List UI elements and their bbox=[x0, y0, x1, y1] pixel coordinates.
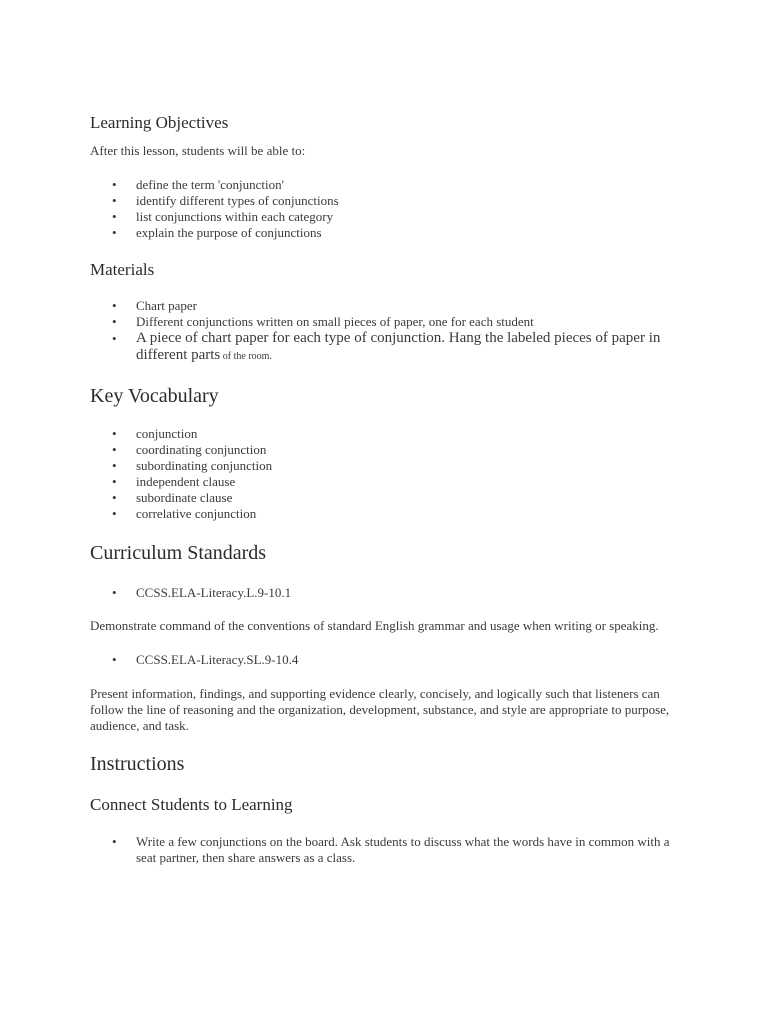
bullet-icon: • bbox=[112, 506, 117, 521]
key-vocabulary-heading: Key Vocabulary bbox=[90, 385, 219, 407]
list-item: • define the term 'conjunction' bbox=[112, 177, 284, 192]
list-item: • subordinating conjunction bbox=[112, 458, 273, 473]
bullet-icon: • bbox=[112, 652, 117, 667]
bullet-icon: • bbox=[112, 474, 117, 489]
instructions-heading: Instructions bbox=[90, 753, 185, 775]
list-item: • conjunction bbox=[112, 426, 198, 441]
bullet-icon: • bbox=[112, 585, 117, 600]
standard-2-description: Present information, findings, and supporting evidence clearly, concisely, and logically such that listeners can follow the line of reasoning and the organization, development, substance, and style are appropriate to purpose, audience, and task. bbox=[90, 686, 670, 733]
list-item: • correlative conjunction bbox=[112, 506, 257, 521]
list-item: • CCSS.ELA-Literacy.L.9-10.1 bbox=[112, 585, 292, 600]
bullet-icon: • bbox=[112, 331, 117, 346]
list-item: • coordinating conjunction bbox=[112, 442, 267, 457]
bullet-icon: • bbox=[112, 442, 117, 457]
bullet-icon: • bbox=[112, 426, 117, 441]
list-item: • CCSS.ELA-Literacy.SL.9-10.4 bbox=[112, 652, 299, 667]
list-item: • independent clause bbox=[112, 474, 236, 489]
bullet-icon: • bbox=[112, 314, 117, 329]
bullet-icon: • bbox=[112, 458, 117, 473]
learning-objectives-heading: Learning Objectives bbox=[90, 113, 229, 132]
materials-heading: Materials bbox=[90, 260, 155, 279]
standard-list-1 bbox=[90, 585, 690, 601]
standard-list-2 bbox=[90, 652, 690, 668]
list-item: • A piece of chart paper for each type of conjunction. Hang the labeled pieces of paper in different parts of the room. bbox=[112, 330, 661, 363]
list-item: • list conjunctions within each category bbox=[112, 209, 334, 224]
instructions-list bbox=[90, 834, 690, 866]
list-item: • explain the purpose of conjunctions bbox=[112, 225, 322, 240]
list-item: • Write a few conjunctions on the board. Ask students to discuss what the words have in common with a seat partner, then share answers as a class. bbox=[112, 834, 670, 865]
list-item: • subordinate clause bbox=[112, 490, 233, 505]
standard-1-description: Demonstrate command of the conventions of standard English grammar and usage when writing or speaking. bbox=[90, 618, 659, 633]
list-item: • identify different types of conjunctions bbox=[112, 193, 339, 208]
connect-students-subheading: Connect Students to Learning bbox=[90, 795, 293, 814]
bullet-icon: • bbox=[112, 225, 117, 240]
list-item: • Different conjunctions written on small pieces of paper, one for each student bbox=[112, 314, 534, 329]
bullet-icon: • bbox=[112, 298, 117, 313]
key-vocabulary-list bbox=[90, 426, 690, 522]
curriculum-standards-heading: Curriculum Standards bbox=[90, 542, 267, 564]
bullet-icon: • bbox=[112, 209, 117, 224]
materials-list bbox=[90, 298, 690, 365]
list-item: • Chart paper bbox=[112, 298, 198, 313]
learning-objectives-intro: After this lesson, students will be able to: bbox=[90, 143, 306, 158]
bullet-icon: • bbox=[112, 834, 117, 849]
bullet-icon: • bbox=[112, 177, 117, 192]
bullet-icon: • bbox=[112, 193, 117, 208]
bullet-icon: • bbox=[112, 490, 117, 505]
learning-objectives-list bbox=[90, 177, 690, 241]
